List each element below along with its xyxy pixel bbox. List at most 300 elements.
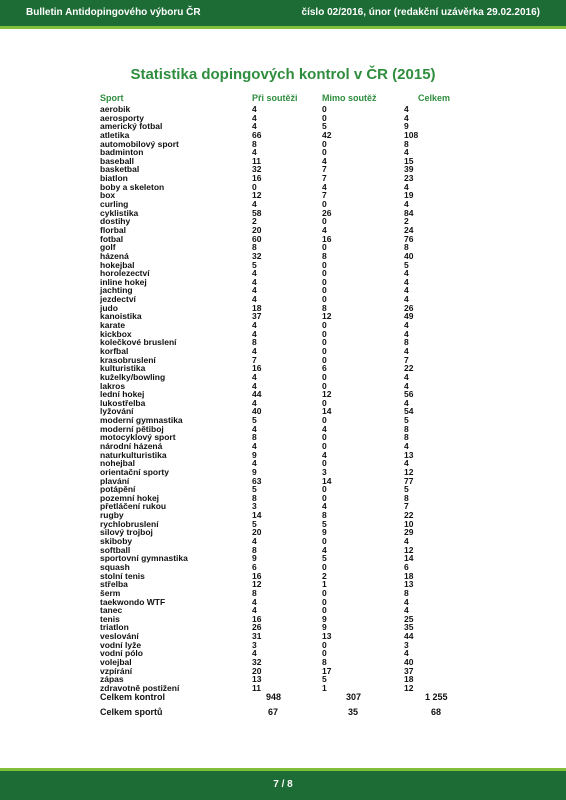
table-row bbox=[0, 442, 566, 451]
table-row bbox=[0, 226, 566, 235]
table-row bbox=[0, 140, 566, 149]
pri-soutezi-value: 11 bbox=[252, 682, 261, 693]
table-row bbox=[0, 528, 566, 537]
table-row bbox=[0, 572, 566, 581]
pri-soutezi-value: 9 bbox=[252, 553, 257, 564]
celkem-value: 84 bbox=[404, 207, 414, 218]
celkem-value: 13 bbox=[404, 579, 414, 590]
mimo-soutez-value: 7 bbox=[322, 173, 327, 184]
sport-name: vzpírání bbox=[100, 665, 133, 676]
mimo-soutez-value: 4 bbox=[322, 423, 327, 434]
mimo-soutez-value: 5 bbox=[322, 553, 327, 564]
pri-soutezi-value: 8 bbox=[252, 587, 257, 598]
sport-name: kuželky/bowling bbox=[100, 371, 166, 382]
sport-name: automobilový sport bbox=[100, 138, 179, 149]
pri-soutezi-value: 4 bbox=[252, 276, 257, 287]
sport-name: potápění bbox=[100, 484, 136, 495]
celkem-value: 18 bbox=[404, 674, 414, 685]
pri-soutezi-value: 8 bbox=[252, 544, 257, 555]
celkem-value: 40 bbox=[404, 657, 414, 667]
pri-soutezi-value: 4 bbox=[252, 294, 257, 305]
pri-soutezi-value: 8 bbox=[252, 337, 257, 348]
pri-soutezi-value: 4 bbox=[252, 371, 257, 382]
mimo-soutez-value: 26 bbox=[322, 207, 332, 218]
mimo-soutez-value: 9 bbox=[322, 622, 327, 633]
celkem-value: 76 bbox=[404, 233, 414, 244]
sport-name: cyklistika bbox=[100, 207, 139, 218]
pri-soutezi-value: 9 bbox=[252, 449, 257, 460]
table-row bbox=[0, 632, 566, 641]
sport-name: kanoistika bbox=[100, 311, 142, 322]
sport-name: plavání bbox=[100, 475, 130, 486]
celkem-value: 24 bbox=[404, 224, 414, 235]
pri-soutezi-value: 4 bbox=[252, 104, 257, 114]
pri-soutezi-value: 58 bbox=[252, 207, 262, 218]
pri-soutezi-value: 2 bbox=[252, 216, 257, 227]
mimo-soutez-value: 0 bbox=[322, 484, 327, 495]
table-row bbox=[0, 321, 566, 330]
table-row bbox=[0, 589, 566, 598]
table-row bbox=[0, 433, 566, 442]
table-row bbox=[0, 209, 566, 218]
pri-soutezi-value: 32 bbox=[252, 250, 262, 261]
pri-soutezi-value: 4 bbox=[252, 596, 257, 607]
mimo-soutez-value: 17 bbox=[322, 665, 332, 676]
sport-name: moderní gymnastika bbox=[100, 415, 183, 426]
table-row bbox=[0, 554, 566, 563]
mimo-soutez-value: 0 bbox=[322, 268, 327, 279]
celkem-value: 9 bbox=[404, 121, 409, 132]
total-controls-label: Celkem kontrol bbox=[100, 692, 166, 702]
sport-name: zdravotně postižení bbox=[100, 682, 180, 693]
celkem-value: 4 bbox=[404, 605, 409, 616]
total-sports-mimo: 35 bbox=[348, 707, 359, 717]
celkem-value: 4 bbox=[404, 104, 409, 114]
sport-name: florbal bbox=[100, 224, 126, 235]
sport-name: boby a skeleton bbox=[100, 181, 165, 192]
pri-soutezi-value: 63 bbox=[252, 475, 262, 486]
table-row bbox=[0, 667, 566, 676]
pri-soutezi-value: 8 bbox=[252, 138, 257, 149]
pri-soutezi-value: 8 bbox=[252, 432, 257, 443]
table-row bbox=[0, 416, 566, 425]
pri-soutezi-value: 4 bbox=[252, 440, 257, 451]
table-row bbox=[0, 312, 566, 321]
header-bar bbox=[0, 0, 566, 26]
sport-name: přetláčení rukou bbox=[100, 501, 167, 512]
mimo-soutez-value: 42 bbox=[322, 129, 332, 140]
pri-soutezi-value: 20 bbox=[252, 665, 262, 676]
table-row bbox=[0, 511, 566, 520]
sport-name: skiboby bbox=[100, 536, 133, 547]
mimo-soutez-value: 0 bbox=[322, 440, 327, 451]
table-row bbox=[0, 295, 566, 304]
pri-soutezi-value: 7 bbox=[252, 354, 257, 365]
pri-soutezi-value: 14 bbox=[252, 510, 262, 521]
celkem-value: 14 bbox=[404, 553, 414, 564]
celkem-value: 4 bbox=[404, 380, 409, 391]
pri-soutezi-value: 4 bbox=[252, 285, 257, 296]
table-row bbox=[0, 684, 566, 693]
pri-soutezi-value: 5 bbox=[252, 259, 257, 270]
sport-name: pozemní hokej bbox=[100, 492, 160, 503]
table-row bbox=[0, 200, 566, 209]
pri-soutezi-value: 13 bbox=[252, 674, 262, 685]
celkem-value: 26 bbox=[404, 302, 414, 313]
pri-soutezi-value: 4 bbox=[252, 423, 257, 434]
celkem-value: 4 bbox=[404, 397, 409, 408]
celkem-value: 3 bbox=[404, 639, 409, 650]
table-row bbox=[0, 105, 566, 114]
mimo-soutez-value: 0 bbox=[322, 397, 327, 408]
celkem-value: 18 bbox=[404, 570, 414, 581]
celkem-value: 40 bbox=[404, 250, 414, 261]
sport-name: judo bbox=[100, 302, 118, 313]
celkem-value: 4 bbox=[404, 328, 409, 339]
sport-name: nohejbal bbox=[100, 458, 135, 469]
sport-name: šerm bbox=[100, 587, 121, 598]
pri-soutezi-value: 32 bbox=[252, 164, 262, 175]
pri-soutezi-value: 4 bbox=[252, 112, 257, 123]
table-row bbox=[0, 425, 566, 434]
pri-soutezi-value: 16 bbox=[252, 613, 262, 624]
total-controls-celkem: 1 255 bbox=[425, 692, 448, 702]
sport-name: americký fotbal bbox=[100, 121, 163, 132]
mimo-soutez-value: 7 bbox=[322, 190, 327, 201]
mimo-soutez-value: 0 bbox=[322, 328, 327, 339]
mimo-soutez-value: 5 bbox=[322, 674, 327, 685]
celkem-value: 19 bbox=[404, 190, 414, 201]
mimo-soutez-value: 0 bbox=[322, 138, 327, 149]
table-row bbox=[0, 304, 566, 313]
pri-soutezi-value: 4 bbox=[252, 536, 257, 547]
pri-soutezi-value: 12 bbox=[252, 579, 262, 590]
mimo-soutez-value: 0 bbox=[322, 492, 327, 503]
celkem-value: 15 bbox=[404, 155, 414, 166]
celkem-value: 4 bbox=[404, 268, 409, 279]
mimo-soutez-value: 12 bbox=[322, 389, 332, 400]
table-row bbox=[0, 261, 566, 270]
mimo-soutez-value: 0 bbox=[322, 112, 327, 123]
celkem-value: 5 bbox=[404, 415, 409, 426]
celkem-value: 56 bbox=[404, 389, 414, 400]
sport-name: kickbox bbox=[100, 328, 132, 339]
column-header-pri-soutezi: Při soutěži bbox=[252, 93, 298, 103]
pri-soutezi-value: 12 bbox=[252, 190, 262, 201]
mimo-soutez-value: 0 bbox=[322, 561, 327, 572]
sport-name: squash bbox=[100, 561, 130, 572]
pri-soutezi-value: 4 bbox=[252, 147, 257, 158]
mimo-soutez-value: 4 bbox=[322, 544, 327, 555]
sport-name: baseball bbox=[100, 155, 135, 166]
mimo-soutez-value: 14 bbox=[322, 475, 332, 486]
sport-name: střelba bbox=[100, 579, 128, 590]
pri-soutezi-value: 4 bbox=[252, 380, 257, 391]
pri-soutezi-value: 4 bbox=[252, 328, 257, 339]
table-row bbox=[0, 330, 566, 339]
sport-name: badminton bbox=[100, 147, 144, 158]
celkem-value: 4 bbox=[404, 596, 409, 607]
page-title: Statistika dopingových kontrol v ČR (2015) bbox=[130, 66, 436, 83]
table-row bbox=[0, 373, 566, 382]
celkem-value: 4 bbox=[404, 199, 409, 210]
pri-soutezi-value: 5 bbox=[252, 415, 257, 426]
sport-name: volejbal bbox=[100, 657, 132, 667]
pri-soutezi-value: 32 bbox=[252, 657, 262, 667]
sport-name: veslování bbox=[100, 631, 139, 642]
celkem-value: 12 bbox=[404, 682, 414, 693]
mimo-soutez-value: 0 bbox=[322, 639, 327, 650]
celkem-value: 7 bbox=[404, 354, 409, 365]
sport-name: naturkulturistika bbox=[100, 449, 167, 460]
mimo-soutez-value: 12 bbox=[322, 311, 332, 322]
pri-soutezi-value: 4 bbox=[252, 648, 257, 659]
mimo-soutez-value: 8 bbox=[322, 510, 327, 521]
pri-soutezi-value: 66 bbox=[252, 129, 262, 140]
pri-soutezi-value: 16 bbox=[252, 173, 262, 184]
header-accent-line bbox=[0, 26, 566, 29]
sport-name: dostihy bbox=[100, 216, 131, 227]
mimo-soutez-value: 0 bbox=[322, 259, 327, 270]
total-sports-label: Celkem sportů bbox=[100, 707, 163, 717]
mimo-soutez-value: 5 bbox=[322, 518, 327, 529]
sport-name: fotbal bbox=[100, 233, 124, 244]
pri-soutezi-value: 4 bbox=[252, 268, 257, 279]
pri-soutezi-value: 3 bbox=[252, 501, 257, 512]
table-row bbox=[0, 338, 566, 347]
celkem-value: 13 bbox=[404, 449, 414, 460]
mimo-soutez-value: 4 bbox=[322, 224, 327, 235]
sport-name: házená bbox=[100, 250, 129, 261]
celkem-value: 8 bbox=[404, 587, 409, 598]
mimo-soutez-value: 13 bbox=[322, 631, 332, 642]
celkem-value: 4 bbox=[404, 285, 409, 296]
sport-name: box bbox=[100, 190, 116, 201]
celkem-value: 77 bbox=[404, 475, 414, 486]
mimo-soutez-value: 0 bbox=[322, 536, 327, 547]
sport-name: zápas bbox=[100, 674, 124, 685]
sport-name: tanec bbox=[100, 605, 123, 616]
sport-name: aerobik bbox=[100, 104, 131, 114]
celkem-value: 4 bbox=[404, 536, 409, 547]
celkem-value: 4 bbox=[404, 648, 409, 659]
sport-name: kolečkové bruslení bbox=[100, 337, 177, 348]
sport-name: vodní lyže bbox=[100, 639, 142, 650]
table-row bbox=[0, 286, 566, 295]
table-row bbox=[0, 468, 566, 477]
table-row bbox=[0, 217, 566, 226]
page-number: 7 / 8 bbox=[273, 779, 293, 790]
mimo-soutez-value: 1 bbox=[322, 682, 327, 693]
mimo-soutez-value: 0 bbox=[322, 354, 327, 365]
mimo-soutez-value: 2 bbox=[322, 570, 327, 581]
celkem-value: 8 bbox=[404, 492, 409, 503]
mimo-soutez-value: 0 bbox=[322, 432, 327, 443]
table-row bbox=[0, 477, 566, 486]
column-header-mimo-soutez: Mimo soutěž bbox=[322, 93, 377, 103]
mimo-soutez-value: 9 bbox=[322, 527, 327, 538]
celkem-value: 4 bbox=[404, 440, 409, 451]
mimo-soutez-value: 0 bbox=[322, 605, 327, 616]
mimo-soutez-value: 0 bbox=[322, 216, 327, 227]
table-row bbox=[0, 191, 566, 200]
pri-soutezi-value: 11 bbox=[252, 155, 261, 166]
mimo-soutez-value: 16 bbox=[322, 233, 332, 244]
sport-name: moderní pětiboj bbox=[100, 423, 164, 434]
celkem-value: 8 bbox=[404, 138, 409, 149]
celkem-value: 22 bbox=[404, 363, 414, 374]
pri-soutezi-value: 4 bbox=[252, 605, 257, 616]
mimo-soutez-value: 0 bbox=[322, 104, 327, 114]
table-row bbox=[0, 623, 566, 632]
sport-name: jachting bbox=[100, 285, 133, 296]
pri-soutezi-value: 8 bbox=[252, 242, 257, 253]
table-row bbox=[0, 649, 566, 658]
table-row bbox=[0, 390, 566, 399]
sport-name: horolezectví bbox=[100, 268, 150, 279]
total-sports-celkem: 68 bbox=[431, 707, 442, 717]
sport-name: národní házená bbox=[100, 440, 163, 451]
sport-name: lyžování bbox=[100, 406, 134, 417]
celkem-value: 10 bbox=[404, 518, 414, 529]
pri-soutezi-value: 26 bbox=[252, 622, 262, 633]
pri-soutezi-value: 9 bbox=[252, 466, 257, 477]
pri-soutezi-value: 4 bbox=[252, 121, 257, 132]
mimo-soutez-value: 0 bbox=[322, 415, 327, 426]
sport-name: stolní tenis bbox=[100, 570, 145, 581]
table-row bbox=[0, 183, 566, 192]
sport-name: silový trojboj bbox=[100, 527, 153, 538]
table-row bbox=[0, 347, 566, 356]
column-header-celkem: Celkem bbox=[418, 93, 451, 103]
sport-name: lakros bbox=[100, 380, 126, 391]
table-row bbox=[0, 243, 566, 252]
table-row bbox=[0, 675, 566, 684]
celkem-value: 2 bbox=[404, 216, 409, 227]
table-row bbox=[0, 598, 566, 607]
pri-soutezi-value: 4 bbox=[252, 320, 257, 331]
mimo-soutez-value: 4 bbox=[322, 181, 327, 192]
mimo-soutez-value: 5 bbox=[322, 121, 327, 132]
celkem-value: 4 bbox=[404, 181, 409, 192]
mimo-soutez-value: 0 bbox=[322, 648, 327, 659]
mimo-soutez-value: 3 bbox=[322, 466, 327, 477]
mimo-soutez-value: 9 bbox=[322, 613, 327, 624]
sport-name: rugby bbox=[100, 510, 124, 521]
table-row bbox=[0, 615, 566, 624]
celkem-value: 4 bbox=[404, 112, 409, 123]
sport-name: korfbal bbox=[100, 345, 129, 356]
celkem-value: 4 bbox=[404, 458, 409, 469]
pri-soutezi-value: 5 bbox=[252, 518, 257, 529]
table-row bbox=[0, 606, 566, 615]
celkem-value: 4 bbox=[404, 294, 409, 305]
pri-soutezi-value: 31 bbox=[252, 631, 262, 642]
pri-soutezi-value: 40 bbox=[252, 406, 262, 417]
sport-name: biatlon bbox=[100, 173, 128, 184]
pri-soutezi-value: 37 bbox=[252, 311, 262, 322]
table-row bbox=[0, 269, 566, 278]
table-row bbox=[0, 546, 566, 555]
table-row bbox=[0, 407, 566, 416]
celkem-value: 37 bbox=[404, 665, 414, 676]
celkem-value: 8 bbox=[404, 242, 409, 253]
pri-soutezi-value: 4 bbox=[252, 458, 257, 469]
sport-name: lukostřelba bbox=[100, 397, 146, 408]
mimo-soutez-value: 0 bbox=[322, 345, 327, 356]
table-row bbox=[0, 364, 566, 373]
pri-soutezi-value: 5 bbox=[252, 484, 257, 495]
sport-name: orientační sporty bbox=[100, 466, 169, 477]
celkem-value: 4 bbox=[404, 147, 409, 158]
sport-name: krasobruslení bbox=[100, 354, 156, 365]
celkem-value: 12 bbox=[404, 544, 414, 555]
celkem-value: 35 bbox=[404, 622, 414, 633]
mimo-soutez-value: 0 bbox=[322, 371, 327, 382]
table-row bbox=[0, 494, 566, 503]
pri-soutezi-value: 3 bbox=[252, 639, 257, 650]
celkem-value: 4 bbox=[404, 276, 409, 287]
sport-name: inline hokej bbox=[100, 276, 147, 287]
table-row bbox=[0, 148, 566, 157]
pri-soutezi-value: 20 bbox=[252, 527, 262, 538]
mimo-soutez-value: 0 bbox=[322, 199, 327, 210]
pri-soutezi-value: 8 bbox=[252, 492, 257, 503]
mimo-soutez-value: 0 bbox=[322, 458, 327, 469]
mimo-soutez-value: 0 bbox=[322, 294, 327, 305]
sport-name: softball bbox=[100, 544, 131, 555]
celkem-value: 7 bbox=[404, 501, 409, 512]
pri-soutezi-value: 0 bbox=[252, 181, 257, 192]
mimo-soutez-value: 0 bbox=[322, 242, 327, 253]
mimo-soutez-value: 7 bbox=[322, 164, 327, 175]
pri-soutezi-value: 16 bbox=[252, 363, 262, 374]
sport-name: golf bbox=[100, 242, 116, 253]
pri-soutezi-value: 16 bbox=[252, 570, 262, 581]
sport-name: sportovní gymnastika bbox=[100, 553, 188, 564]
bulletin-title: Bulletin Antidopingového výboru ČR bbox=[26, 7, 201, 18]
mimo-soutez-value: 14 bbox=[322, 406, 332, 417]
table-row bbox=[0, 122, 566, 131]
celkem-value: 108 bbox=[404, 129, 419, 140]
pri-soutezi-value: 20 bbox=[252, 224, 262, 235]
mimo-soutez-value: 8 bbox=[322, 302, 327, 313]
table-row bbox=[0, 382, 566, 391]
sport-name: rychlobruslení bbox=[100, 518, 159, 529]
celkem-value: 8 bbox=[404, 337, 409, 348]
sport-name: tenis bbox=[100, 613, 120, 624]
pri-soutezi-value: 44 bbox=[252, 389, 262, 400]
celkem-value: 5 bbox=[404, 259, 409, 270]
mimo-soutez-value: 0 bbox=[322, 337, 327, 348]
sport-name: jezdectví bbox=[100, 294, 136, 305]
table-row bbox=[0, 399, 566, 408]
sport-name: curling bbox=[100, 199, 129, 210]
mimo-soutez-value: 0 bbox=[322, 587, 327, 598]
table-row bbox=[0, 235, 566, 244]
sport-name: lední hokej bbox=[100, 389, 145, 400]
total-controls-pri: 948 bbox=[266, 692, 282, 702]
table-row bbox=[0, 502, 566, 511]
pri-soutezi-value: 18 bbox=[252, 302, 262, 313]
mimo-soutez-value: 6 bbox=[322, 363, 327, 374]
celkem-value: 4 bbox=[404, 371, 409, 382]
celkem-value: 12 bbox=[404, 466, 414, 477]
celkem-value: 54 bbox=[404, 406, 414, 417]
celkem-value: 29 bbox=[404, 527, 414, 538]
sport-name: motocyklový sport bbox=[100, 432, 176, 443]
mimo-soutez-value: 0 bbox=[322, 285, 327, 296]
